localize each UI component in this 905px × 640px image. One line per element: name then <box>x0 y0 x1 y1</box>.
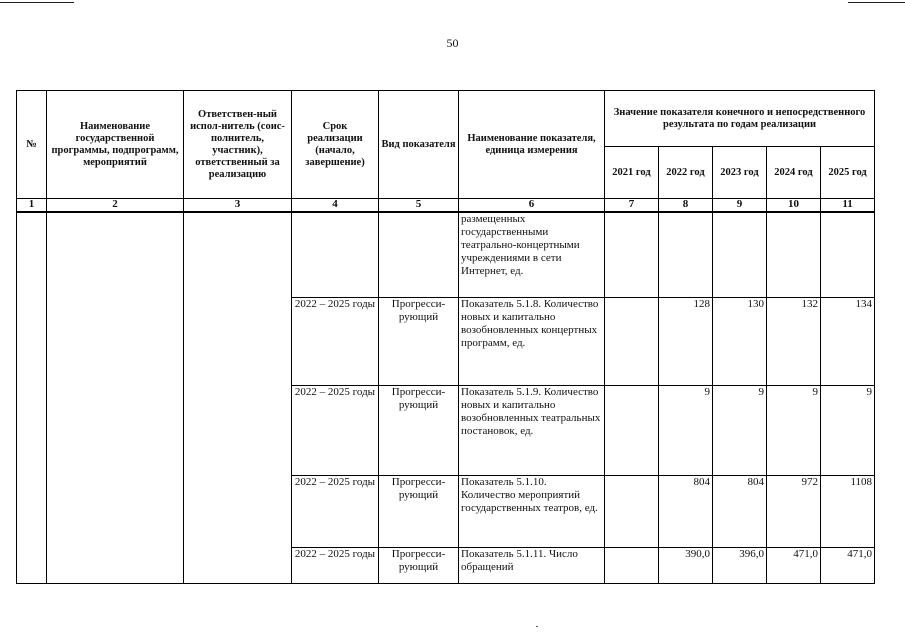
cell-value-2024: 972 <box>767 476 821 548</box>
header-program: Наименование государственной программы, подпрограмм, мероприятий <box>47 91 184 199</box>
cell-value-2022: 804 <box>659 476 713 548</box>
column-number: 4 <box>292 199 379 212</box>
cell-program <box>47 212 184 584</box>
column-number: 7 <box>605 199 659 212</box>
column-number: 5 <box>379 199 459 212</box>
cell-value-2024: 132 <box>767 298 821 386</box>
cell-indicator: Показатель 5.1.11. Число обращений <box>459 548 605 584</box>
cell-value-2021 <box>605 476 659 548</box>
cell-type: Прогресси-рующий <box>379 476 459 548</box>
cell-value-2023: 130 <box>713 298 767 386</box>
cell-value <box>605 212 659 298</box>
column-numbers-row <box>17 199 875 212</box>
scan-edge-right <box>848 2 905 3</box>
cell-period: 2022 – 2025 годы <box>292 386 379 476</box>
cell-indicator-continuation: размещенных государственными театрально-концертными учреждениями в сети Интернет, ед. <box>459 212 605 298</box>
header-indicator: Наименование показателя, единица измерения <box>459 91 605 199</box>
column-number: 10 <box>767 199 821 212</box>
header-year-2022: 2022 год <box>659 147 713 199</box>
cell-period <box>292 212 379 298</box>
header-year-2024: 2024 год <box>767 147 821 199</box>
column-number: 1 <box>17 199 47 212</box>
header-year-2023: 2023 год <box>713 147 767 199</box>
cell-value-2021 <box>605 548 659 584</box>
cell-value-2023: 804 <box>713 476 767 548</box>
header-no: № <box>17 91 47 199</box>
cell-value-2025: 134 <box>821 298 875 386</box>
cell-value <box>713 212 767 298</box>
scan-edge-left <box>0 2 74 3</box>
cell-type: Прогресси-рующий <box>379 386 459 476</box>
header-responsible: Ответствен-ный испол-нитель (соис-полнитель, участник), ответственный за реализацию <box>184 91 292 199</box>
cell-value-2024: 9 <box>767 386 821 476</box>
cell-value-2025: 471,0 <box>821 548 875 584</box>
column-number: 2 <box>47 199 184 212</box>
header-type: Вид показателя <box>379 91 459 199</box>
cell-value-2025: 9 <box>821 386 875 476</box>
column-number: 9 <box>713 199 767 212</box>
column-number: 3 <box>184 199 292 212</box>
header-row <box>17 91 875 147</box>
scan-speck <box>536 626 538 627</box>
cell-responsible <box>184 212 292 584</box>
table-row <box>17 212 875 298</box>
cell-value-2021 <box>605 386 659 476</box>
cell-indicator: Показатель 5.1.10. Количество мероприятий государственных театров, ед. <box>459 476 605 548</box>
column-number: 11 <box>821 199 875 212</box>
cell-no <box>17 212 47 584</box>
cell-value-2021 <box>605 298 659 386</box>
cell-period: 2022 – 2025 годы <box>292 298 379 386</box>
cell-value-2023: 9 <box>713 386 767 476</box>
cell-indicator: Показатель 5.1.9. Количество новых и капитально возобновленных театральных постановок, ед. <box>459 386 605 476</box>
cell-value-2023: 396,0 <box>713 548 767 584</box>
indicators-table <box>16 90 875 584</box>
cell-type: Прогресси-рующий <box>379 298 459 386</box>
cell-value-2022: 128 <box>659 298 713 386</box>
column-number: 8 <box>659 199 713 212</box>
column-number: 6 <box>459 199 605 212</box>
cell-indicator: Показатель 5.1.8. Количество новых и капитально возобновленных концертных программ, ед. <box>459 298 605 386</box>
header-period: Срок реализации (начало, завершение) <box>292 91 379 199</box>
cell-value <box>659 212 713 298</box>
cell-value <box>821 212 875 298</box>
header-year-2021: 2021 год <box>605 147 659 199</box>
header-year-2025: 2025 год <box>821 147 875 199</box>
cell-value-2022: 390,0 <box>659 548 713 584</box>
cell-type <box>379 212 459 298</box>
cell-type: Прогресси-рующий <box>379 548 459 584</box>
cell-period: 2022 – 2025 годы <box>292 548 379 584</box>
cell-period: 2022 – 2025 годы <box>292 476 379 548</box>
cell-value-2022: 9 <box>659 386 713 476</box>
cell-value-2024: 471,0 <box>767 548 821 584</box>
cell-value-2025: 1108 <box>821 476 875 548</box>
page-number: 50 <box>446 36 459 50</box>
cell-value <box>767 212 821 298</box>
header-values-group: Значение показателя конечного и непосредственного результата по годам реализации <box>605 91 875 147</box>
